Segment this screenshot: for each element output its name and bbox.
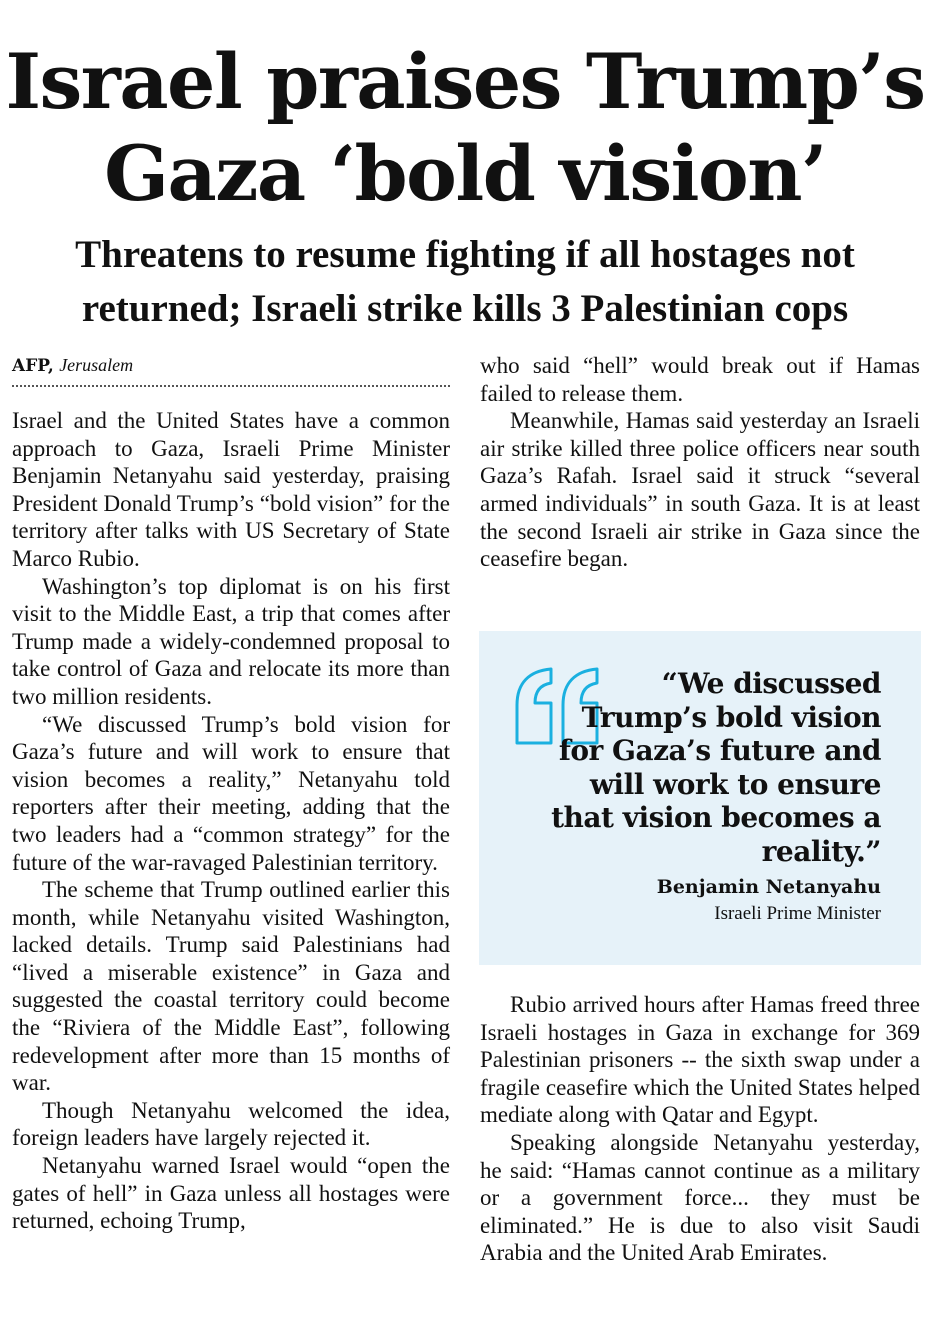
article-paragraph: Israel and the United States have a common approach to Gaza, Israeli Prime Minister Benjamin Netanyahu said yesterday, praising President Donald Trump’s “bold vision” for the territory after talks with US Secretary of State Marco Rubio. [12, 408, 450, 571]
article-paragraph: who said “hell” would break out if Hamas failed to release them. [480, 353, 920, 406]
pull-quote-text: “We discussed Trump’s bold vision for Gaza’s future and will work to ensure that vision becomes a reality.” [551, 667, 881, 868]
headline-line-2: Gaza ‘bold vision’ [104, 129, 826, 218]
subheadline-line-2: returned; Israeli strike kills 3 Palestinian cops [81, 287, 849, 330]
article-column-left [12, 407, 450, 1235]
article-paragraph: The scheme that Trump outlined earlier this month, while Netanyahu visited Washington, lacked details. Trump said Palestinians had “lived a miserable existence” in Gaza and suggested the coastal territory could become the “Riviera of the Middle East”, following redevelopment after more than 15 months of war. [12, 877, 450, 1096]
article-paragraph: “We discussed Trump’s bold vision for Gaza’s future and will work to ensure that vision becomes a reality,” Netanyahu told reporters after their meeting, adding that the two leaders had a “common strategy” for the future of the war-ravaged Palestinian territory. [12, 711, 450, 875]
article-paragraph: Netanyahu warned Israel would “open the gates of hell” in Gaza unless all hostages were returned, echoing Trump, [12, 1153, 450, 1234]
byline-agency: AFP, [12, 356, 54, 376]
pull-quote-box [479, 631, 921, 965]
pull-quote-attribution-role: Israeli Prime Minister [714, 903, 881, 924]
article-paragraph: Washington’s top diplomat is on his first visit to the Middle East, a trip that comes after Trump made a widely-condemned proposal to take control of Gaza and relocate its more than two million residents. [12, 573, 450, 709]
byline-location: Jerusalem [59, 355, 134, 375]
article-paragraph: Though Netanyahu welcomed the idea, foreign leaders have largely rejected it. [12, 1097, 450, 1151]
article-paragraph: Meanwhile, Hamas said yesterday an Israeli air strike killed three police officers near south Gaza’s Rafah. Israel said it struck “several armed individuals” in south Gaza. It is at least the second Israeli air strike in Gaza since the ceasefire began. [480, 408, 920, 572]
pull-quote-attribution-name: Benjamin Netanyahu [656, 876, 881, 898]
headline-line-1: Israel praises Trump’s [5, 37, 925, 126]
article-column-right-bottom [480, 991, 920, 1267]
article-paragraph: Rubio arrived hours after Hamas freed three Israeli hostages in Gaza in exchange for 369 Palestinian prisoners -- the sixth swap under a fragile ceasefire which the United States helped mediate along with Qatar and Egypt. [480, 992, 920, 1128]
subheadline-line-1: Threatens to resume fighting if all hostages not [75, 233, 855, 276]
article-paragraph: Speaking alongside Netanyahu yesterday, he said: “Hamas cannot continue as a military or a government force... they must be eliminated.” He is due to also visit Saudi Arabia and the United Arab Emirates. [480, 1129, 920, 1266]
article-column-right-top [480, 352, 920, 573]
headline [0, 36, 930, 220]
subheadline [0, 228, 930, 336]
byline [12, 352, 450, 387]
